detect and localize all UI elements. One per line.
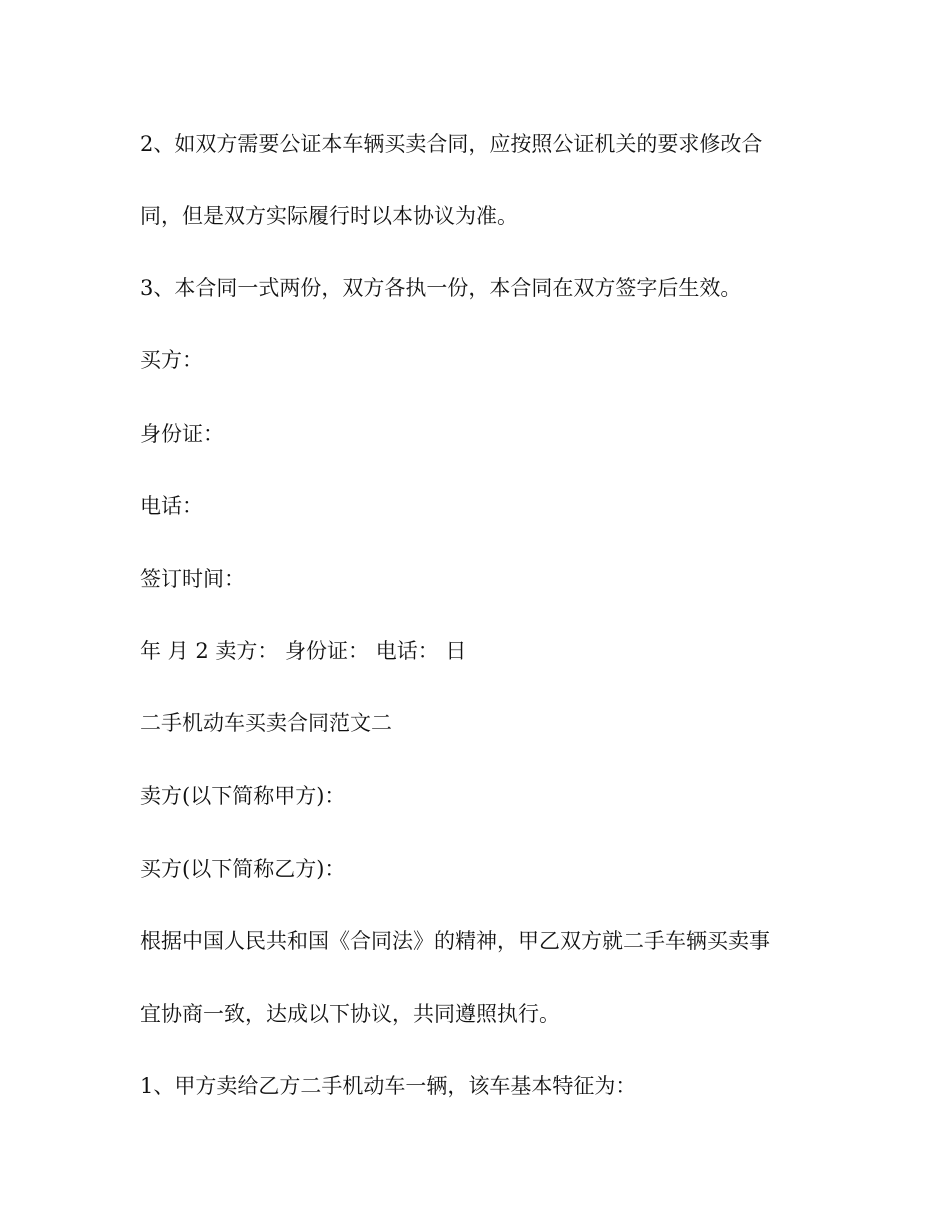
signing-time-label: 签订时间： — [140, 567, 245, 591]
clause-line: 1、甲方卖给乙方二手机动车一辆，该车基本特征为： — [140, 1074, 637, 1098]
paragraph-line: 根据中国人民共和国《合同法》的精神，甲乙双方就二手车辆买卖事 — [140, 929, 770, 953]
paragraph-line: 同，但是双方实际履行时以本协议为准。 — [140, 204, 518, 228]
paragraph-line: 宜协商一致，达成以下协议，共同遵照执行。 — [140, 1002, 560, 1026]
buyer-label: 买方： — [140, 348, 203, 372]
buyer-party-label: 买方(以下简称乙方)： — [140, 857, 346, 881]
id-card-label: 身份证： — [140, 422, 224, 446]
paragraph-line: 2、如双方需要公证本车辆买卖合同，应按照公证机关的要求修改合 — [140, 132, 763, 156]
phone-label: 电话： — [140, 494, 203, 518]
paragraph-line: 3、本合同一式两份，双方各执一份，本合同在双方签字后生效。 — [140, 276, 742, 300]
seller-label: 卖方(以下简称甲方)： — [140, 784, 346, 808]
section-title: 二手机动车买卖合同范文二 — [140, 711, 392, 735]
date-seller-line: 年 月 2 卖方： 身份证： 电话： 日 — [140, 639, 467, 663]
